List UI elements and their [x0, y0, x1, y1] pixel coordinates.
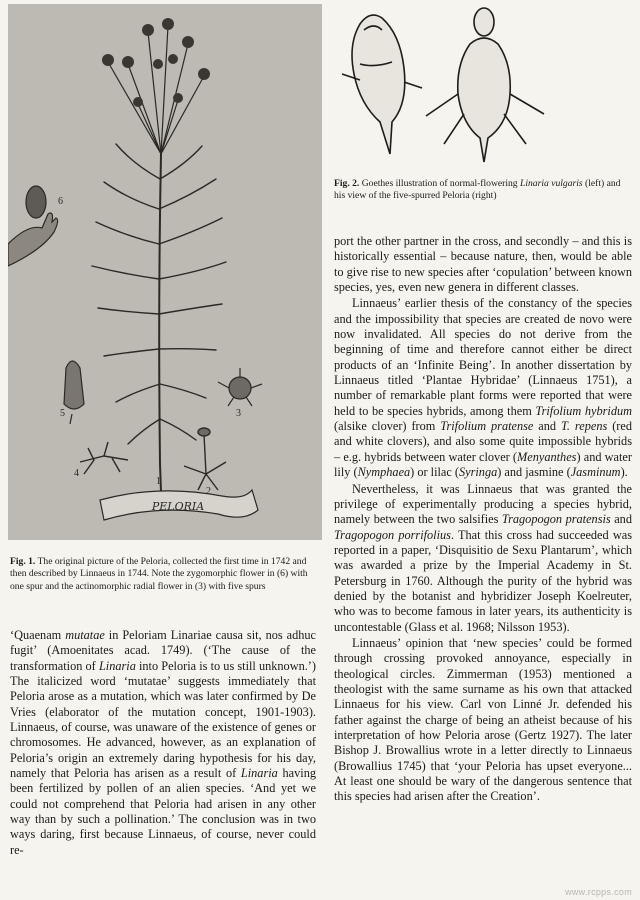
figure-1-plate [8, 4, 322, 540]
plate-number-1: 1 [156, 476, 161, 487]
plate-number-3: 3 [236, 408, 241, 419]
peloria-flower-right [458, 38, 511, 162]
figure-2-caption [334, 178, 626, 203]
linaria-flower-left [352, 15, 405, 154]
figure-1-caption [10, 556, 316, 593]
watermark: www.rcpps.com [565, 887, 632, 897]
paragraph: ‘Quaenam mutatae in Peloriam Linariae causa sit, nos adhuc fugit’ (Amoenitates acad. 1749). (‘The cause of the transformation of Linaria into Peloria is to us still unknown.’) The italicized word ‘mutatae’ suggests immediately that Peloria arose as a mutation, which was later confirmed by De Vries (elaborator of the mutation concept, 1901-1903). Linnaeus, of course, was unaware of the existence of genes or chromosomes. He advanced, however, as an explanation of Peloria’s origin an extremely daring hypothesis for his day, namely that Peloria has arisen as a result of Linaria having been fertilized by pollen of an alien species. ‘And yet we could not comprehend that Peloria had arisen in any other way than by such a pollination.’ The conclusion was in two ways daring, first because Linnaeus, of course, never could re- [10, 628, 316, 857]
right-text-column [334, 234, 632, 805]
banner-text: PELORIA [151, 500, 205, 513]
plate-number-6: 6 [58, 196, 63, 207]
figure-1-caption-text: The original picture of the Peloria, collected the first time in 1742 and then described by Linnaeus in 1744. Note the zygomorphic flower in (6) with one spur and the actinomorphic radial flower in (3) with five spurs [10, 556, 308, 592]
figure-2-caption-text: Goethes illustration of normal-flowering Linaria vulgaris (left) and his view of the five-spurred Peloria (right) [334, 178, 621, 202]
paragraph: Linnaeus’ earlier thesis of the constancy of the species and the impossibility that species are created de novo were now invalidated. All species do not derive from the beginning of time and therefore cannot either be direct products of an ‘Infinite Being’. In another dissertation by Linnaeus titled ‘Plantae Hybridae’ (Linnaeus 1751), a number of remarkable plant forms were reported that were held to be species hybrids, among them Trifolium hybridum (alsike clover) from Trifolium pratense and T. repens (red and white clovers), and also some quite impossible hybrids – e.g. hybrids between water clover (Menyanthes) and water lily (Nymphaea) or lilac (Syringa) and jasmine (Jasminum). [334, 296, 632, 480]
paragraph: Linnaeus’ opinion that ‘new species’ could be formed through crossing provoked annoyance, especially in theological circles. Zimmerman (1953) mentioned a theologist with the same surname as his own that attacked Linnaeus for his view. Carl von Linné Jr. defended his father against the charge of being an atheist because of his interpretation of how Peloria arose (Gertz 1927). The later Bishop J. Browallius wrote in a letter directly to Linnaeus (Browallius 1745) that ‘your Peloria has upset everyone... At least one should be wary of the dangerous sentence that this species had arisen after the Creation’. [334, 635, 632, 804]
plate-number-2: 2 [206, 486, 211, 497]
figure-1-label: Fig. 1. [10, 556, 36, 567]
paragraph: Nevertheless, it was Linnaeus that was granted the privilege of experimentally producing a species hybrid, namely between the two salsifies Tragopogon pratensis and Tragopogon porrifolius. That this cross had succeeded was reported in a paper, ‘Disquisitio de Sexu Plantarum’, which was awarded a prize by the Imperial Academy in St. Petersburg in 1760. Although the purity of the hybrid was denied by the botanist and hybridizer Joseph Koelreuter, who was to become famous in later years, its authenticity is uncontestable (Glass et al. 1968; Nilsson 1953). [334, 481, 632, 634]
plate-number-4: 4 [74, 468, 79, 479]
paragraph: port the other partner in the cross, and secondly – and this is historically essential – because nature, then, would be able to give rise to new species after ‘copulation’ between known species, yes, even new genera in different classes. [334, 234, 632, 295]
peloria-illustration [8, 4, 322, 540]
figure-2-label: Fig. 2. [334, 178, 360, 189]
figure-2-illustration [330, 4, 630, 164]
left-text-column [10, 628, 316, 858]
plate-number-5: 5 [60, 408, 65, 419]
